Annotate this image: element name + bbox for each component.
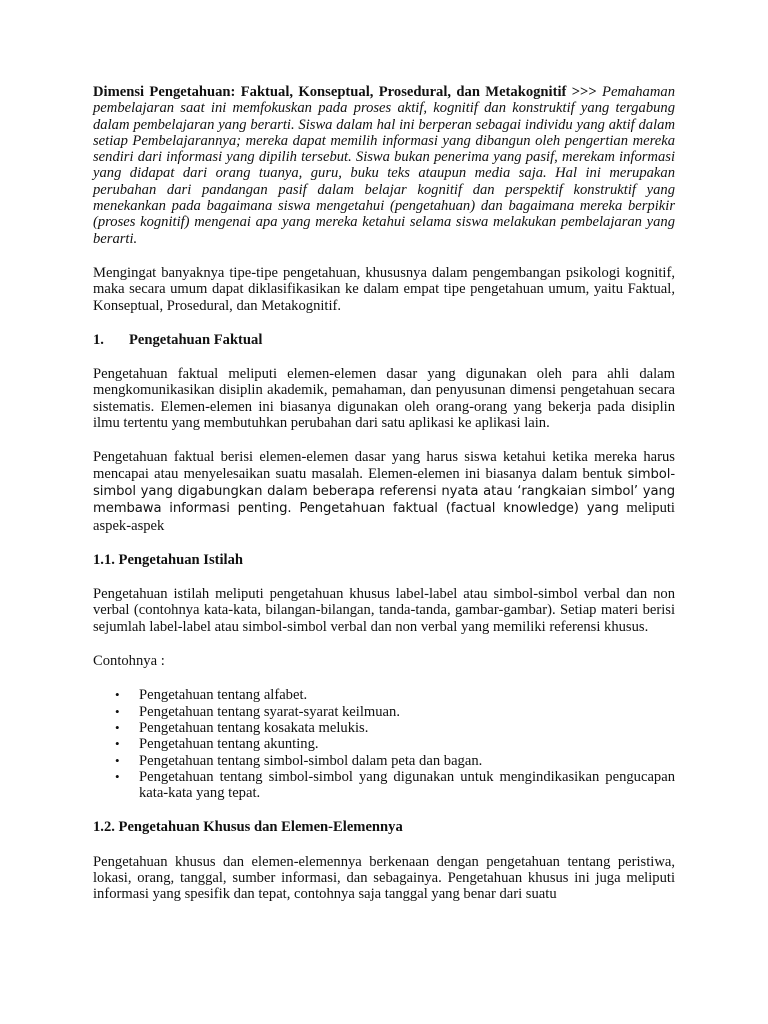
section-number: 1. [93, 331, 104, 348]
subsection-heading-1-2: 1.2. Pengetahuan Khusus dan Elemen-Elemennya [93, 819, 403, 836]
paragraph-faktual-2-part-c: meliputi aspek-aspek [93, 500, 675, 534]
section-title: Pengetahuan Faktual [129, 331, 263, 348]
paragraph-faktual-1: Pengetahuan faktual meliputi elemen-elemen dasar yang digunakan oleh para ahli dalam mengkomunikasikan disiplin akademik, pemahaman, dan penyusunan dimensi pengetahuan secara sistematis. Elemen-elemen ini biasanya digunakan oleh orang-orang yang bekerja pada disiplin ilmu tertentu yang membutuhkan perubahan dari satu aplikasi ke aplikasi lain. [93, 366, 675, 432]
document-body [93, 84, 675, 921]
list-item: • Pengetahuan tentang syarat-syarat keilmuan. [139, 704, 675, 720]
list-item: • Pengetahuan tentang alfabet. [139, 687, 675, 703]
list-item: • Pengetahuan tentang simbol-simbol dalam peta dan bagan. [139, 753, 675, 769]
list-item: • Pengetahuan tentang akunting. [139, 736, 675, 752]
paragraph-mengingat: Mengingat banyaknya tipe-tipe pengetahuan, khususnya dalam pengembangan psikologi kognitif, maka secara umum dapat diklasifikasikan ke dalam empat tipe pengetahuan umum, yaitu Faktual, Konseptual, Prosedural, dan Metakognitif. [93, 264, 675, 314]
paragraph-faktual-2-part-b: simbol-simbol yang digabungkan dalam beberapa referensi nyata atau ‘rangkaian simbol’ yang membawa informasi penting. Pengetahuan faktual (factual knowledge) yang [93, 466, 675, 517]
examples-list [93, 687, 675, 801]
paragraph-khusus: Pengetahuan khusus dan elemen-elemennya berkenaan dengan pengetahuan tentang peristiwa, lokasi, orang, tanggal, sumber informasi, dan sebagainya. Pengetahuan khusus ini juga meliputi informasi yang spesifik dan tepat, contohnya saja tanggal yang benar dari suatu [93, 853, 675, 903]
paragraph-faktual-2-part-a: Pengetahuan faktual berisi elemen-elemen dasar yang harus siswa ketahui ketika mereka harus mencapai atau menyelesaikan suatu masalah. Elemen-elemen ini biasanya dalam bentuk [93, 449, 675, 482]
contohnya-label: Contohnya : [93, 653, 165, 670]
paragraph-faktual-2 [93, 449, 675, 533]
section-heading-1 [93, 332, 675, 348]
intro-paragraph [93, 84, 675, 247]
list-item: • Pengetahuan tentang simbol-simbol yang digunakan untuk mengindikasikan pengucapan kata-kata yang tepat. [139, 769, 675, 802]
document-title: Dimensi Pengetahuan: Faktual, Konseptual, Prosedural, dan Metakognitif >>> [93, 84, 597, 100]
paragraph-istilah: Pengetahuan istilah meliputi pengetahuan khusus label-label atau simbol-simbol verbal dan non verbal (contohnya kata-kata, bilangan-bilangan, tanda-tanda, gambar-gambar). Setiap materi berisi sejumlah label-label atau simbol-simbol verbal dan non verbal yang memiliki referensi khusus. [93, 586, 675, 635]
list-item: • Pengetahuan tentang kosakata melukis. [139, 720, 675, 736]
intro-italic-text: Pemahaman pembelajaran saat ini memfokuskan pada proses aktif, kognitif dan konstruktif yang tergabung dalam pembelajaran yang berarti. Siswa dalam hal ini berperan sebagai individu yang aktif dalam setiap Pembelajarannya; mereka dapat memilih informasi yang dibangun oleh pengertian mereka sendiri dari informasi yang dipilih tersebut. Siswa bukan penerima yang pasif, merekam informasi yang didapat dari orang tuanya, guru, buku teks ataupun media saja. Hal ini merupakan perubahan dari pandangan pasif dalam belajar kognitif dan perspektif konstruktif yang menekankan pada bagaimana siswa mengetahui (pengetahuan) dan bagaimana mereka berpikir (proses kognitif) mengenai apa yang mereka ketahui selama siswa melakukan pembelajaran yang berarti. [93, 84, 675, 247]
subsection-heading-1-1: 1.1. Pengetahuan Istilah [93, 551, 244, 568]
